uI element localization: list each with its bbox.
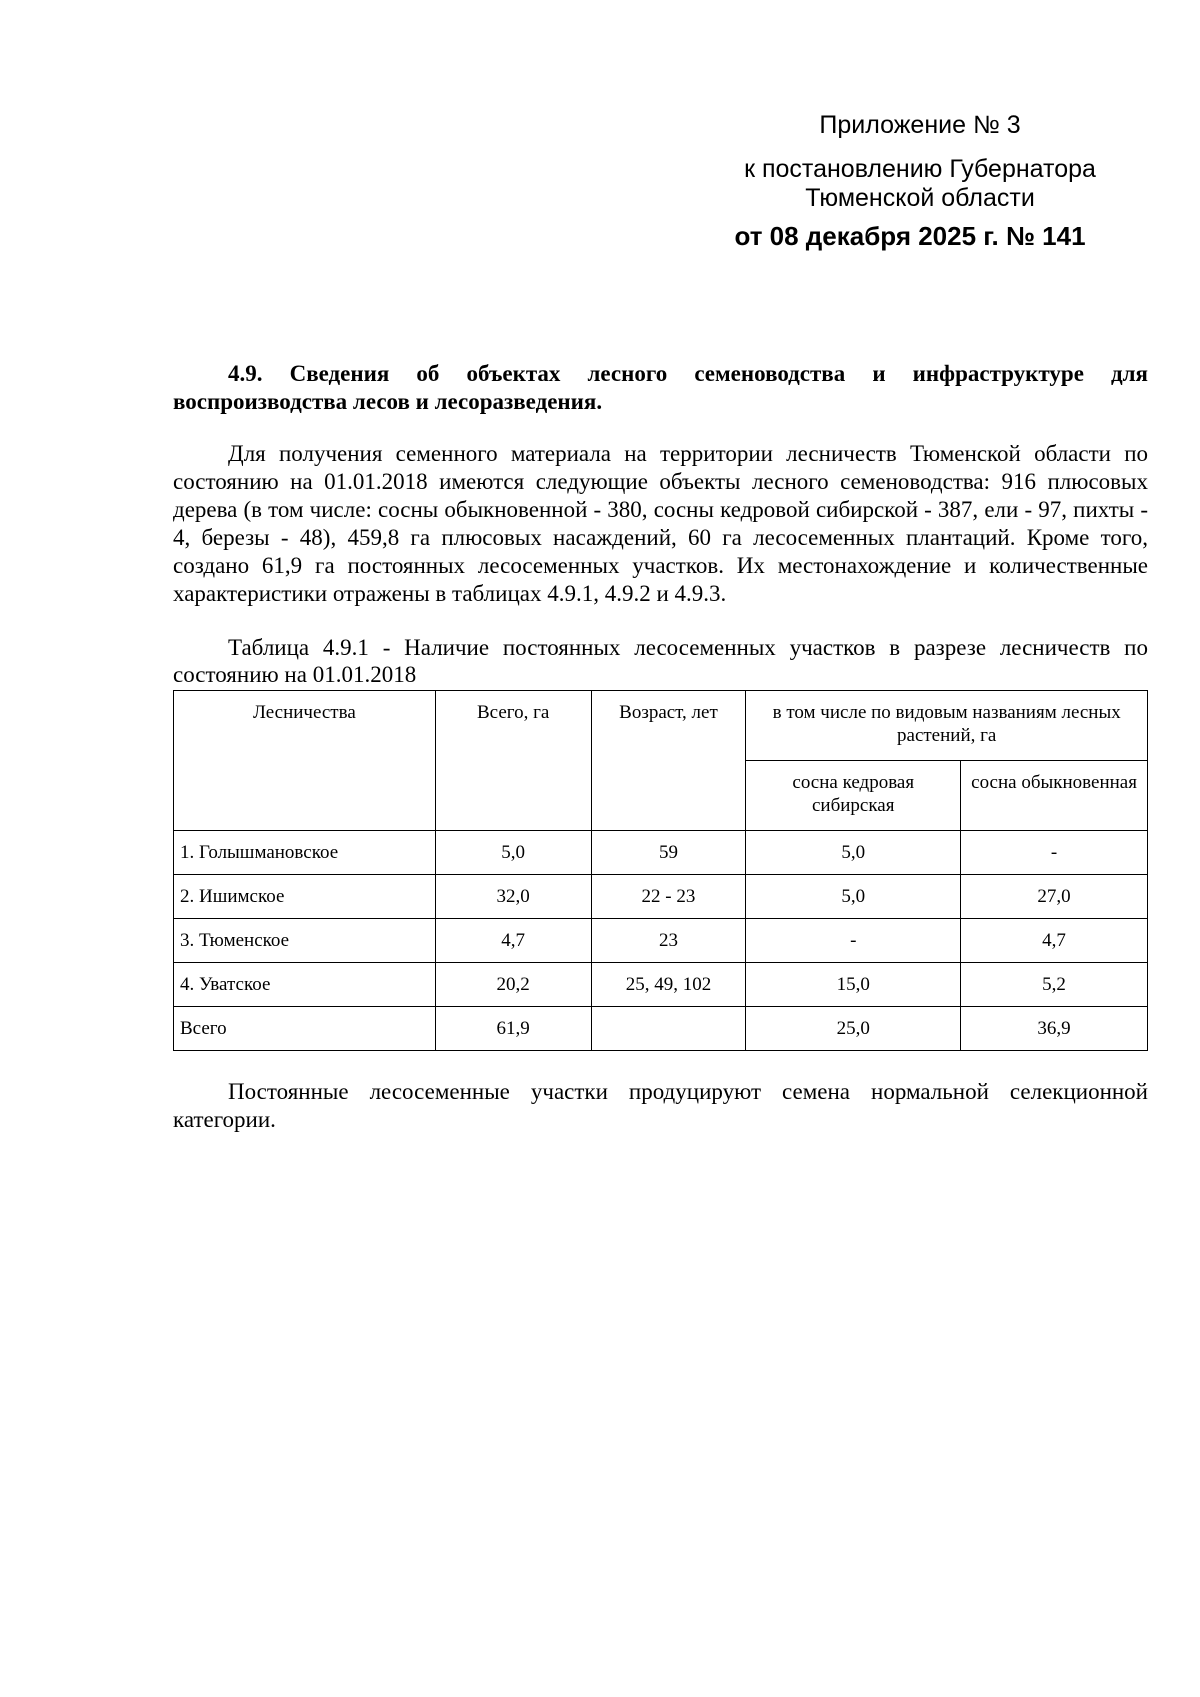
age-cell: 22 - 23 [591,875,746,919]
age-cell: 25, 49, 102 [591,963,746,1007]
age-cell [591,1007,746,1051]
age-cell: 23 [591,919,746,963]
total-cell: 4,7 [435,919,591,963]
table-caption: Таблица 4.9.1 - Наличие постоянных лесосеменных участков в разрезе лесничеств по состоянию на 01.01.2018 [173,635,1148,687]
appendix-date: от 08 декабря 2025 г. № 141 [734,221,1086,251]
table-row [174,875,1148,919]
scots-pine-cell: 5,2 [961,963,1148,1007]
header-forestry: Лесничества [174,691,436,831]
total-cell: 5,0 [435,831,591,875]
section-heading: 4.9. Сведения об объектах лесного семеноводства и инфраструктуре для воспроизводства лесов и лесоразведения. [173,361,1148,414]
siberian-pine-cell: 25,0 [746,1007,961,1051]
scots-pine-cell: 36,9 [961,1007,1148,1051]
header-age: Возраст, лет [591,691,746,831]
forestry-name-cell: Всего [174,1007,436,1051]
intro-paragraph: Для получения семенного материала на территории лесничеств Тюменской области по состоянию на 01.01.2018 имеются следующие объекты лесного семеноводства: 916 плюсовых дерева (в том числе: сосны обыкновенной - 380, сосны кедровой сибирской - 387, ели - 97, пихты - 4, березы - 48), 459,8 га плюсовых насаждений, 60 га лесосеменных плантаций. Кроме того, создано 61,9 га постоянных лесосеменных участков. Их местонахождение и количественные характеристики отражены в таблицах 4.9.1, 4.9.2 и 4.9.3. [173,441,1148,606]
forestry-name-cell: 3. Тюменское [174,919,436,963]
header-siberian-pine: сосна кедровая сибирская [746,761,961,831]
table-row [174,919,1148,963]
forestry-name-cell: 4. Уватское [174,963,436,1007]
total-cell: 61,9 [435,1007,591,1051]
total-cell: 32,0 [435,875,591,919]
age-cell: 59 [591,831,746,875]
table-row [174,963,1148,1007]
header-by-species: в том числе по видовым названиям лесных растений, га [746,691,1148,761]
forestry-name-cell: 2. Ишимское [174,875,436,919]
header-scots-pine: сосна обыкновенная [961,761,1148,831]
table-total-row [174,1007,1148,1051]
table-row [174,831,1148,875]
scots-pine-cell: 27,0 [961,875,1148,919]
siberian-pine-cell: 5,0 [746,831,961,875]
seed-plots-table [173,690,1148,1051]
scots-pine-cell: - [961,831,1148,875]
final-paragraph: Постоянные лесосеменные участки продуцируют семена нормальной селекционной категории. [173,1079,1148,1132]
siberian-pine-cell: 15,0 [746,963,961,1007]
total-cell: 20,2 [435,963,591,1007]
appendix-title: Приложение № 3 [819,111,1021,139]
header-total: Всего, га [435,691,591,831]
scots-pine-cell: 4,7 [961,919,1148,963]
siberian-pine-cell: 5,0 [746,875,961,919]
forestry-name-cell: 1. Голышмановское [174,831,436,875]
appendix-reference-line: к постановлению Губернатора [744,155,1096,183]
siberian-pine-cell: - [746,919,961,963]
appendix-region-line: Тюменской области [805,184,1035,212]
table-header-row [174,691,1148,761]
